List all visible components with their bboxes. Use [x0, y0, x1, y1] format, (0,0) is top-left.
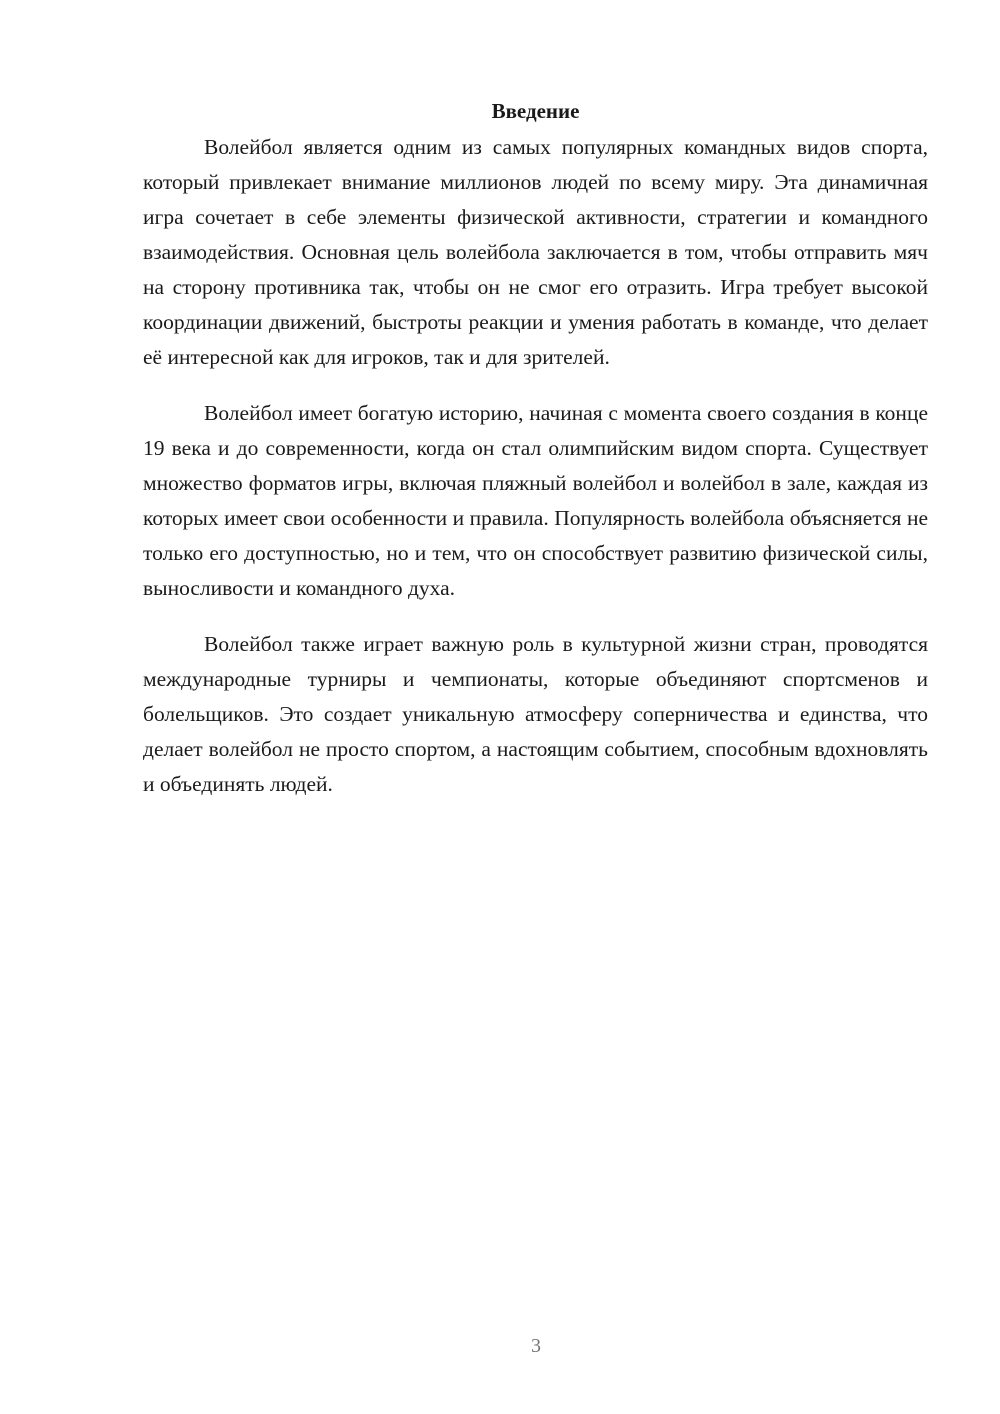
page-number: 3 — [531, 1335, 541, 1357]
paragraph-2: Волейбол имеет богатую историю, начиная с момента своего создания в конце 19 века и до современности, когда он стал олимпийским видом спорта. Существует множество форматов игры, включая пляжный волейбол и волейбол в зале, каждая из которых имеет свои особенности и правила. Популярность волейбола объясняется не только его доступностью, но и тем, что он способствует развитию физической силы, выносливости и командного духа. — [143, 401, 928, 600]
paragraph-3: Волейбол также играет важную роль в культурной жизни стран, проводятся международные турниры и чемпионаты, которые объединяют спортсменов и болельщиков. Это создает уникальную атмосферу соперничества и единства, что делает волейбол не просто спортом, а настоящим событием, способным вдохновлять и объединять людей. — [143, 632, 928, 796]
section-heading: Введение — [491, 99, 580, 123]
paragraph-1: Волейбол является одним из самых популярных командных видов спорта, который привлекает внимание миллионов людей по всему миру. Эта динамичная игра сочетает в себе элементы физической активности, стратегии и командного взаимодействия. Основная цель волейбола заключается в том, чтобы отправить мяч на сторону противника так, чтобы он не смог его отразить. Игра требует высокой координации движений, быстроты реакции и умения работать в команде, что делает её интересной как для игроков, так и для зрителей. — [143, 135, 928, 369]
document-body — [143, 96, 928, 823]
